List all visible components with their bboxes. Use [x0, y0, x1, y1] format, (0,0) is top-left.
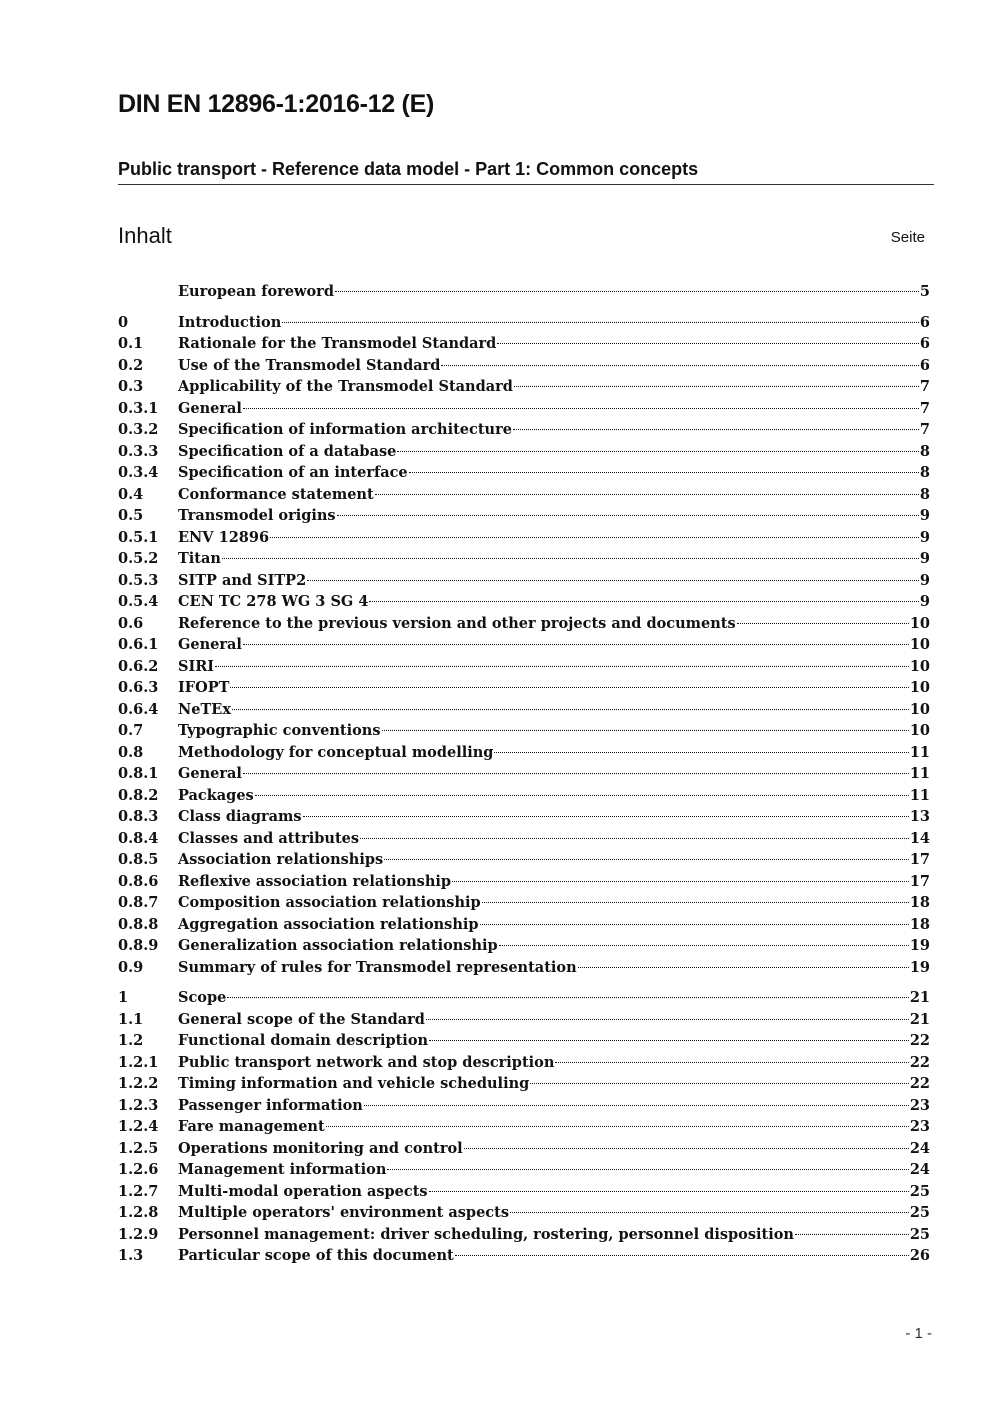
toc-entry-number: 0.8.8	[118, 915, 159, 933]
toc-entry-title: SIRI	[178, 657, 215, 675]
toc-entry-page: 7	[919, 399, 930, 417]
toc-entry-title: Transmodel origins	[178, 507, 336, 524]
toc-entry[interactable]	[118, 677, 930, 699]
toc-entry-title: Summary of rules for Transmodel representation	[178, 958, 577, 976]
toc-entry[interactable]	[118, 957, 930, 979]
toc-entry-number: 0.8.6	[118, 872, 159, 890]
toc-dot-leader	[795, 1234, 909, 1235]
toc-entry-page: 18	[909, 915, 930, 933]
toc-entry[interactable]	[118, 806, 930, 828]
toc-entry-number: 0.3	[118, 378, 144, 395]
toc-dot-leader	[510, 1212, 909, 1213]
toc-entry-number: 0.8.1	[118, 765, 159, 782]
toc-entry-page: 22	[909, 1075, 930, 1092]
toc-entry[interactable]	[118, 462, 930, 484]
toc-entry-number: 0.5.2	[118, 550, 159, 567]
toc-dot-leader	[364, 1105, 909, 1106]
toc-entry-page: 25	[909, 1225, 930, 1243]
toc-entry-number: 0.6.4	[118, 700, 159, 718]
toc-dot-leader	[530, 1083, 909, 1084]
toc-entry-number: 0.8.5	[118, 851, 159, 868]
toc-entry[interactable]	[118, 527, 930, 549]
toc-entry-page: 11	[909, 765, 930, 782]
toc-entry-title: Conformance statement	[178, 485, 374, 503]
toc-entry-number: 0.8.4	[118, 829, 159, 847]
toc-entry-title: Reflexive association relationship	[178, 872, 452, 890]
toc-entry-page: 6	[919, 313, 930, 331]
toc-entry-title: Use of the Transmodel Standard	[178, 356, 441, 374]
toc-entry-page: 10	[909, 636, 930, 653]
toc-entry-number: 1.2.9	[118, 1225, 159, 1243]
toc-entry-number: 1.2.4	[118, 1118, 159, 1135]
toc-entry-title: Typographic conventions	[178, 722, 381, 739]
toc-entry-title: Functional domain description	[178, 1032, 429, 1049]
toc-entry-title: General	[178, 636, 242, 653]
toc-entry-number: 0.3.4	[118, 464, 159, 481]
toc-entry[interactable]	[118, 656, 930, 678]
toc-entry-page: 7	[919, 378, 930, 395]
toc-entry[interactable]	[118, 398, 930, 420]
toc-entry-page: 13	[909, 808, 930, 825]
toc-entry[interactable]	[118, 1224, 930, 1246]
document-title: DIN EN 12896-1:2016-12 (E)	[118, 90, 434, 118]
toc-dot-leader	[243, 644, 909, 645]
toc-entry-page: 7	[919, 421, 930, 438]
toc-entry[interactable]	[118, 720, 930, 742]
toc-entry[interactable]	[118, 1073, 930, 1095]
toc-entry-number: 0.8	[118, 743, 144, 761]
toc-entry-number: 1.2.1	[118, 1053, 159, 1071]
toc-entry-number: 1.2.2	[118, 1075, 159, 1092]
toc-entry-number: 0.5.3	[118, 571, 159, 589]
toc-dot-leader	[337, 515, 919, 516]
toc-entry[interactable]	[118, 419, 930, 441]
toc-entry-number: 1.3	[118, 1247, 144, 1264]
toc-entry-number: 1.2.7	[118, 1182, 159, 1200]
toc-entry-title: Specification of an interface	[178, 464, 408, 481]
toc-entry-number: 1.2	[118, 1032, 144, 1049]
toc-entry[interactable]	[118, 785, 930, 807]
toc-dot-leader	[514, 386, 919, 387]
toc-entry-title: Operations monitoring and control	[178, 1139, 463, 1157]
toc-entry-title: Association relationships	[178, 851, 384, 868]
toc-entry-number: 0.8.7	[118, 894, 159, 911]
toc-entry-title: Methodology for conceptual modelling	[178, 743, 494, 761]
toc-entry-page: 22	[909, 1053, 930, 1071]
toc-entry-title: Personnel management: driver scheduling, rostering, personnel disposition	[178, 1225, 794, 1243]
toc-entry[interactable]	[118, 634, 930, 656]
toc-entry[interactable]	[118, 1159, 930, 1181]
toc-entry-title: Specification of information architecture	[178, 421, 512, 438]
toc-entry-page: 17	[909, 851, 930, 868]
toc-entry[interactable]	[118, 484, 930, 506]
toc-entry[interactable]	[118, 1052, 930, 1074]
toc-entry-number: 0	[118, 313, 129, 331]
toc-entry-title: Classes and attributes	[178, 829, 360, 847]
toc-entry-number: 0.5	[118, 507, 144, 524]
toc-entry-title: Specification of a database	[178, 442, 397, 460]
toc-entry-title: General scope of the Standard	[178, 1010, 425, 1028]
toc-entry-page: 22	[909, 1032, 930, 1049]
toc-entry-title: Multi-modal operation aspects	[178, 1182, 428, 1200]
toc-entry[interactable]	[118, 1181, 930, 1203]
toc-dot-leader	[335, 291, 919, 292]
toc-dot-leader	[382, 730, 909, 731]
toc-entry[interactable]	[118, 935, 930, 957]
toc-entry-title: Reference to the previous version and other projects and documents	[178, 614, 736, 632]
toc-entry-title: IFOPT	[178, 679, 230, 696]
toc-dot-leader	[426, 1019, 909, 1020]
toc-entry[interactable]	[118, 570, 930, 592]
toc-entry-number: 1.2.8	[118, 1204, 159, 1221]
toc-entry-title: Rationale for the Transmodel Standard	[178, 335, 497, 352]
toc-entry-title: General	[178, 399, 242, 417]
toc-entry[interactable]	[118, 591, 930, 613]
toc-entry-title: CEN TC 278 WG 3 SG 4	[178, 593, 369, 610]
toc-entry-number: 0.6.2	[118, 657, 159, 675]
toc-entry[interactable]	[118, 1116, 930, 1138]
toc-entry-page: 10	[909, 722, 930, 739]
toc-entry-title: Class diagrams	[178, 808, 302, 825]
toc-entry[interactable]	[118, 548, 930, 570]
toc-entry-title: Applicability of the Transmodel Standard	[178, 378, 513, 395]
toc-entry-title: Fare management	[178, 1118, 325, 1135]
toc-entry-title: Multiple operators' environment aspects	[178, 1204, 509, 1221]
toc-entry[interactable]	[118, 1202, 930, 1224]
toc-dot-leader	[397, 451, 919, 452]
toc-entry[interactable]	[118, 505, 930, 527]
document-subtitle: Public transport - Reference data model - Part 1: Common concepts	[118, 159, 934, 185]
toc-entry-page: 17	[909, 872, 930, 890]
toc-entry-page: 10	[909, 614, 930, 632]
toc-entry-number: 0.6	[118, 614, 144, 632]
toc-entry[interactable]	[118, 742, 930, 764]
toc-dot-leader	[243, 408, 919, 409]
footer-page-number: - 1 -	[905, 1325, 932, 1342]
toc-dot-leader	[270, 537, 919, 538]
toc-dot-leader	[452, 881, 909, 882]
toc-entry-number: 0.7	[118, 722, 144, 739]
toc-entry-number: 0.3.3	[118, 442, 159, 460]
toc-entry[interactable]	[118, 892, 930, 914]
toc-entry-page: 9	[919, 550, 930, 567]
page-column-label: Seite	[890, 229, 925, 246]
toc-dot-leader	[464, 1148, 909, 1149]
toc-dot-leader	[429, 1191, 909, 1192]
toc-entry-page: 8	[919, 442, 930, 460]
toc-entry[interactable]	[118, 1030, 930, 1052]
table-of-contents	[118, 281, 930, 1267]
toc-entry[interactable]	[118, 1138, 930, 1160]
toc-entry-number: 1.2.5	[118, 1139, 159, 1157]
toc-entry-page: 26	[909, 1247, 930, 1264]
toc-dot-leader	[326, 1126, 909, 1127]
toc-entry-page: 10	[909, 700, 930, 718]
toc-entry[interactable]	[118, 1095, 930, 1117]
toc-entry-page: 9	[919, 507, 930, 524]
toc-entry-title: General	[178, 765, 242, 782]
toc-entry-page: 10	[909, 679, 930, 696]
toc-entry-title: Packages	[178, 786, 254, 804]
toc-entry-page: 11	[909, 743, 930, 761]
toc-dot-leader	[384, 859, 909, 860]
toc-dot-leader	[494, 752, 908, 753]
toc-entry-number: 0.8.9	[118, 937, 159, 954]
toc-entry-page: 6	[919, 335, 930, 352]
toc-entry-number: 0.4	[118, 485, 144, 503]
toc-dot-leader	[409, 472, 919, 473]
toc-entry[interactable]	[118, 871, 930, 893]
toc-dot-leader	[578, 967, 909, 968]
toc-dot-leader	[255, 795, 909, 796]
toc-entry-page: 23	[909, 1118, 930, 1135]
toc-entry-page: 24	[909, 1161, 930, 1178]
toc-dot-leader	[375, 494, 919, 495]
toc-entry-page: 8	[919, 464, 930, 481]
toc-entry-number: 0.5.1	[118, 528, 159, 546]
toc-entry-number: 0.8.3	[118, 808, 159, 825]
toc-entry-title: ENV 12896	[178, 528, 270, 546]
toc-entry-page: 9	[919, 528, 930, 546]
toc-entry-page: 19	[909, 958, 930, 976]
toc-entry[interactable]	[118, 312, 930, 334]
toc-dot-leader	[243, 773, 909, 774]
toc-entry-number: 1.2.6	[118, 1161, 159, 1178]
toc-dot-leader	[513, 429, 919, 430]
toc-dot-leader	[737, 623, 909, 624]
toc-dot-leader	[215, 666, 909, 667]
toc-entry[interactable]	[118, 763, 930, 785]
toc-entry[interactable]	[118, 828, 930, 850]
toc-entry-title: Titan	[178, 550, 221, 567]
toc-entry-title: Particular scope of this document	[178, 1247, 454, 1264]
toc-entry[interactable]	[118, 1009, 930, 1031]
toc-entry-title: European foreword	[178, 283, 334, 300]
toc-dot-leader	[307, 580, 919, 581]
toc-entry[interactable]	[118, 355, 930, 377]
toc-entry-page: 25	[909, 1182, 930, 1200]
toc-entry-number: 0.3.1	[118, 399, 159, 417]
toc-entry-title: Public transport network and stop description	[178, 1053, 555, 1071]
toc-entry[interactable]	[118, 376, 930, 398]
toc-entry-page: 21	[909, 1010, 930, 1028]
toc-dot-leader	[482, 902, 909, 903]
toc-entry-number: 0.6.1	[118, 636, 159, 653]
toc-entry-number: 1.1	[118, 1010, 144, 1028]
toc-entry-page: 14	[909, 829, 930, 847]
toc-dot-leader	[227, 997, 908, 998]
toc-entry-number: 0.1	[118, 335, 144, 352]
toc-entry-page: 10	[909, 657, 930, 675]
toc-dot-leader	[360, 838, 909, 839]
toc-entry-page: 25	[909, 1204, 930, 1221]
toc-entry-number: 0.6.3	[118, 679, 159, 696]
toc-entry-title: Composition association relationship	[178, 894, 481, 911]
toc-entry-page: 21	[909, 989, 930, 1006]
toc-entry-title: NeTEx	[178, 700, 231, 718]
toc-dot-leader	[455, 1255, 909, 1256]
toc-entry-page: 6	[919, 356, 930, 374]
toc-entry-page: 11	[909, 786, 930, 804]
toc-entry-page: 23	[909, 1096, 930, 1114]
toc-entry[interactable]	[118, 914, 930, 936]
toc-entry-page: 8	[919, 485, 930, 503]
toc-dot-leader	[555, 1062, 908, 1063]
toc-entry[interactable]	[118, 281, 930, 303]
toc-entry-title: Aggregation association relationship	[178, 915, 479, 933]
toc-entry-title: Generalization association relationship	[178, 937, 498, 954]
toc-entry[interactable]	[118, 699, 930, 721]
toc-entry-title: Scope	[178, 989, 227, 1006]
toc-dot-leader	[232, 709, 909, 710]
toc-dot-leader	[369, 601, 918, 602]
toc-entry-number: 1	[118, 989, 129, 1006]
toc-dot-leader	[282, 322, 919, 323]
toc-entry-number: 0.8.2	[118, 786, 159, 804]
toc-entry-number: 0.5.4	[118, 593, 159, 610]
toc-dot-leader	[441, 365, 919, 366]
toc-entry-title: Management information	[178, 1161, 387, 1178]
toc-entry-number: 0.3.2	[118, 421, 159, 438]
toc-dot-leader	[303, 816, 909, 817]
toc-entry-page: 19	[909, 937, 930, 954]
toc-heading: Inhalt	[118, 223, 172, 248]
toc-dot-leader	[480, 924, 909, 925]
toc-entry-page: 24	[909, 1139, 930, 1157]
toc-entry-title: Timing information and vehicle scheduling	[178, 1075, 530, 1092]
toc-entry-title: Introduction	[178, 313, 282, 331]
toc-entry-page: 18	[909, 894, 930, 911]
toc-entry-title: Passenger information	[178, 1096, 363, 1114]
toc-entry-number: 0.9	[118, 958, 144, 976]
toc-entry[interactable]	[118, 1245, 930, 1267]
toc-dot-leader	[387, 1169, 908, 1170]
toc-dot-leader	[499, 945, 909, 946]
toc-entry-number: 1.2.3	[118, 1096, 159, 1114]
toc-dot-leader	[222, 558, 919, 559]
toc-entry-page: 5	[919, 283, 930, 300]
toc-entry-page: 9	[919, 593, 930, 610]
toc-entry-page: 9	[919, 571, 930, 589]
toc-entry[interactable]	[118, 987, 930, 1009]
toc-entry-number: 0.2	[118, 356, 144, 374]
toc-entry[interactable]	[118, 613, 930, 635]
toc-entry[interactable]	[118, 441, 930, 463]
toc-dot-leader	[429, 1040, 909, 1041]
toc-entry[interactable]	[118, 849, 930, 871]
toc-dot-leader	[230, 687, 908, 688]
toc-entry[interactable]	[118, 333, 930, 355]
toc-entry-title: SITP and SITP2	[178, 571, 307, 589]
toc-dot-leader	[497, 343, 919, 344]
